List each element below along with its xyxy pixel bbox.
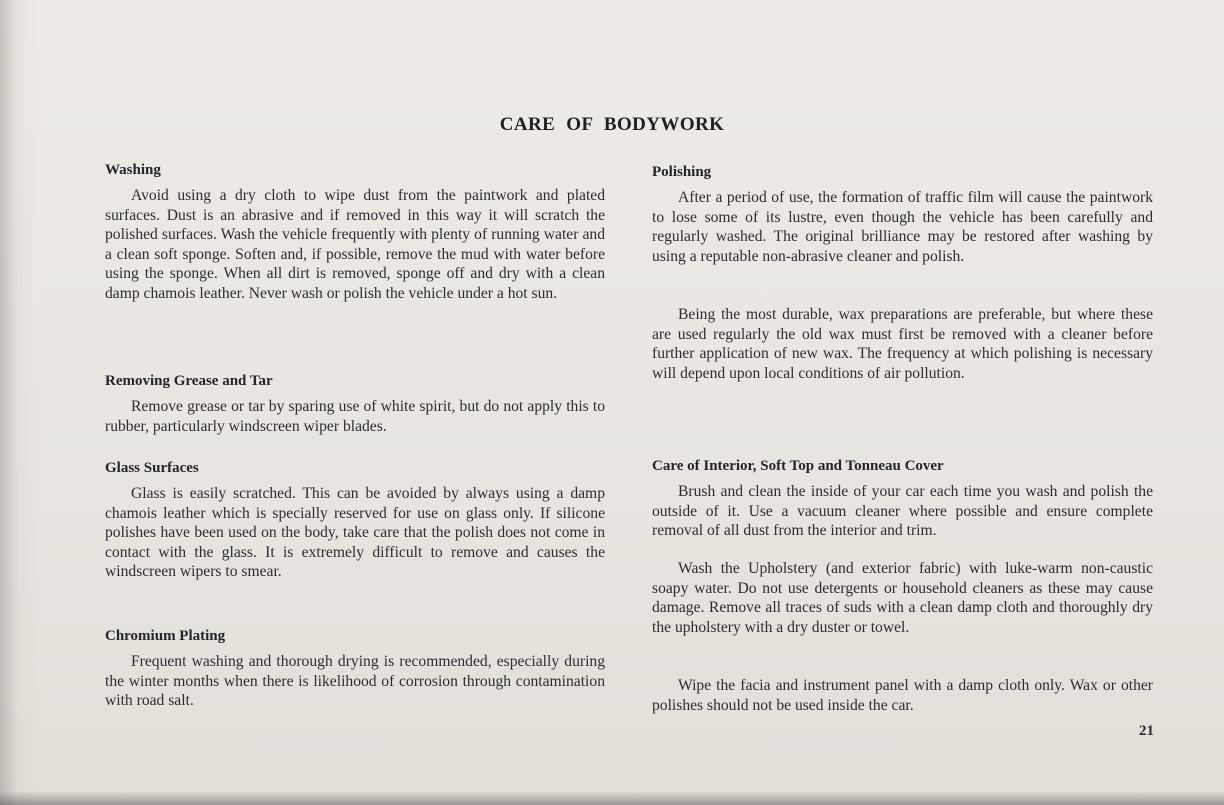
interior-section-2: [652, 559, 1153, 637]
polishing-section-2: [652, 305, 1153, 383]
interior-heading: Care of Interior, Soft Top and Tonneau Cover: [652, 458, 944, 474]
right-column: [652, 0, 1153, 805]
grease-heading: Removing Grease and Tar: [105, 373, 273, 389]
washing-heading: Washing: [105, 162, 161, 178]
washing-section: [105, 162, 605, 303]
interior-section: [652, 458, 1153, 541]
chromium-text: Frequent washing and thorough drying is recommended, especially during the winter months when there is likelihood of corrosion through contamination with road salt.: [105, 653, 605, 709]
chromium-heading: Chromium Plating: [105, 628, 226, 644]
interior-text-2: Wash the Upholstery (and exterior fabric) with luke-warm non-caustic soapy water. Do not use detergents or household cleaners as these may cause damage. Remove all traces of suds with a clean damp cloth and thoroughly dry the upholstery with a dry duster or towel.: [652, 560, 1153, 636]
interior-text-1: Brush and clean the inside of your car each time you wash and polish the outside of it. Use a vacuum cleaner where possible and ensure complete removal of all dust from the interior and trim.: [652, 483, 1153, 539]
interior-section-3: [652, 676, 1153, 715]
glass-text: Glass is easily scratched. This can be avoided by always using a damp chamois leather which is specially reserved for use on glass only. If silicone polishes have been used on the body, take care that the polish does not come in contact with the glass. It is extremely difficult to remove and causes the windscreen wipers to smear.: [105, 485, 605, 580]
grease-section: [105, 373, 605, 436]
interior-text-3: Wipe the facia and instrument panel with a damp cloth only. Wax or other polishes should not be used inside the car.: [652, 677, 1153, 714]
polishing-section: [652, 164, 1153, 266]
grease-text: Remove grease or tar by sparing use of white spirit, but do not apply this to rubber, particularly windscreen wiper blades.: [105, 398, 605, 435]
polishing-text-1: After a period of use, the formation of traffic film will cause the paintwork to lose some of its lustre, even though the vehicle has been carefully and regularly washed. The original brilliance may be restored after washing by using a reputable non-abrasive cleaner and polish.: [652, 189, 1153, 265]
polishing-heading: Polishing: [652, 164, 712, 180]
glass-heading: Glass Surfaces: [105, 460, 199, 476]
washing-text: Avoid using a dry cloth to wipe dust from the paintwork and plated surfaces. Dust is an abrasive and if removed in this way it will scratch the polished surfaces. Wash the vehicle frequently with plenty of running water and a clean soft sponge. Soften and, if possible, remove the mud with water before using the sponge. When all dirt is removed, sponge off and dry with a clean damp chamois leather. Never wash or polish the vehicle under a hot sun.: [105, 187, 605, 302]
glass-section: [105, 460, 605, 582]
page-number: 21: [1139, 723, 1154, 739]
left-column: [105, 0, 605, 805]
page-title: CARE OF BODYWORK: [499, 114, 725, 135]
page-bottom-shadow: [0, 791, 1224, 805]
polishing-text-2: Being the most durable, wax preparations are preferable, but where these are used regularly the old wax must first be removed with a cleaner before further application of new wax. The frequency at which polishing is necessary will depend upon local conditions of air pollution.: [652, 306, 1153, 382]
chromium-section: [105, 628, 605, 711]
